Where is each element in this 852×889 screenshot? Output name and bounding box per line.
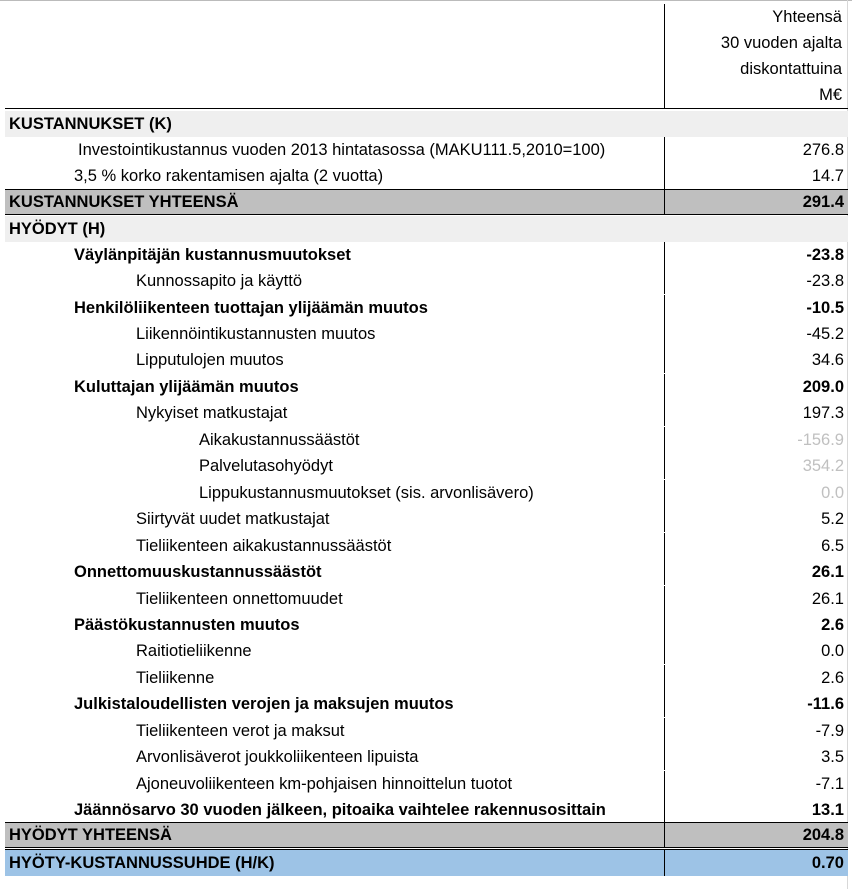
row-label: Arvonlisäverot joukkoliikenteen lipuista	[136, 748, 419, 766]
header-bottom-rule	[5, 108, 848, 109]
table-row	[5, 480, 848, 506]
row-label: Ajoneuvoliikenteen km-pohjaisen hinnoittelun tuotot	[136, 775, 513, 793]
row-value: 14.7	[811, 167, 844, 185]
row-label: Tieliikenne	[136, 669, 215, 687]
table-row	[5, 268, 848, 294]
row-value: -11.6	[807, 695, 844, 713]
row-value: -156.9	[797, 431, 844, 449]
table-row	[5, 718, 848, 744]
table-row	[5, 374, 848, 400]
row-value: -23.8	[806, 246, 844, 264]
row-label: Siirtyvät uudet matkustajat	[136, 510, 330, 528]
row-value: 291.4	[802, 193, 844, 211]
table-row	[5, 771, 848, 797]
table-row	[5, 665, 848, 691]
header-line-2: 30 vuoden ajalta	[720, 34, 842, 52]
row-value: 6.5	[821, 537, 844, 555]
row-value: 5.2	[821, 510, 844, 528]
row-label: Onnettomuuskustannussäästöt	[74, 563, 322, 581]
row-value: 2.6	[821, 669, 844, 687]
row-value: 3.5	[821, 748, 844, 766]
row-label: Väylänpitäjän kustannusmuutokset	[74, 246, 351, 264]
section-row-kustannukset	[5, 111, 848, 137]
header-line-1: Yhteensä	[772, 8, 842, 26]
row-label: Tieliikenteen aikakustannussäästöt	[136, 537, 392, 555]
row-label: Investointikustannus vuoden 2013 hintatasossa (MAKU111.5,2010=100)	[78, 141, 606, 159]
total-row-hyodyt	[5, 822, 848, 848]
row-label: Lippukustannusmuutokset (sis. arvonlisävero)	[199, 484, 534, 502]
table-row	[5, 295, 848, 321]
row-label: 3,5 % korko rakentamisen ajalta (2 vuotta)	[74, 167, 384, 185]
row-label: Julkistaloudellisten verojen ja maksujen muutos	[74, 695, 454, 713]
row-value: 0.70	[811, 854, 844, 872]
row-label: Tieliikenteen onnettomuudet	[136, 590, 343, 608]
row-value: 0.0	[821, 642, 844, 660]
table-row	[5, 400, 848, 426]
table-row	[5, 137, 848, 163]
row-value: 209.0	[802, 378, 844, 396]
row-value: 2.6	[821, 616, 844, 634]
row-label: Palvelutasohyödyt	[199, 457, 333, 475]
row-value: 26.1	[811, 563, 844, 581]
row-label: Tieliikenteen verot ja maksut	[136, 722, 345, 740]
row-label: Raitiotieliikenne	[136, 642, 252, 660]
header-line-4: M€	[819, 86, 842, 104]
row-label: Aikakustannussäästöt	[199, 431, 360, 449]
row-label: Kuluttajan ylijäämän muutos	[74, 378, 299, 396]
row-value: -23.8	[806, 272, 844, 290]
row-label: HYÖDYT (H)	[9, 220, 106, 238]
total-row-kustannukset	[5, 189, 848, 215]
row-value: 204.8	[802, 826, 844, 844]
row-value: 0.0	[821, 484, 844, 502]
row-value: 13.1	[811, 801, 844, 819]
table-row	[5, 638, 848, 664]
row-label: Jäännösarvo 30 vuoden jälkeen, pitoaika vaihtelee rakennusosittain	[74, 801, 606, 819]
row-label: Päästökustannusten muutos	[74, 616, 300, 634]
table-row	[5, 797, 848, 823]
table-row	[5, 321, 848, 347]
row-value: -45.2	[806, 325, 844, 343]
table-row	[5, 691, 848, 717]
row-value: 197.3	[802, 404, 844, 422]
row-label: KUSTANNUKSET YHTEENSÄ	[9, 193, 239, 211]
row-value: 354.2	[802, 457, 844, 475]
column-header	[666, 4, 844, 108]
table-row	[5, 242, 848, 268]
table-row	[5, 559, 848, 585]
table-row	[5, 586, 848, 612]
column-divider	[664, 4, 665, 109]
row-value: 34.6	[811, 351, 844, 369]
row-value: -7.1	[815, 775, 844, 793]
section-row-hyodyt	[5, 216, 848, 242]
table-row	[5, 612, 848, 638]
row-label: Lipputulojen muutos	[136, 351, 284, 369]
table-row	[5, 347, 848, 373]
row-label: KUSTANNUKSET (K)	[9, 115, 172, 133]
row-label: Henkilöliikenteen tuottajan ylijäämän muutos	[74, 299, 428, 317]
row-label: Nykyiset matkustajat	[136, 404, 288, 422]
row-value: -10.5	[806, 299, 844, 317]
row-value: 26.1	[811, 590, 844, 608]
table-row	[5, 163, 848, 189]
table-row	[5, 506, 848, 532]
table-row	[5, 427, 848, 453]
table-row	[5, 744, 848, 770]
table-row	[5, 533, 848, 559]
row-value: 276.8	[802, 141, 844, 159]
row-label: Kunnossapito ja käyttö	[136, 272, 303, 290]
table-row	[5, 453, 848, 479]
ratio-row	[5, 849, 848, 876]
row-label: HYÖTY-KUSTANNUSSUHDE (H/K)	[9, 854, 275, 872]
row-value: -7.9	[815, 722, 844, 740]
row-label: HYÖDYT YHTEENSÄ	[9, 826, 172, 844]
row-label: Liikennöintikustannusten muutos	[136, 325, 376, 343]
top-rule	[0, 0, 852, 1]
header-line-3: diskontattuina	[740, 60, 842, 78]
